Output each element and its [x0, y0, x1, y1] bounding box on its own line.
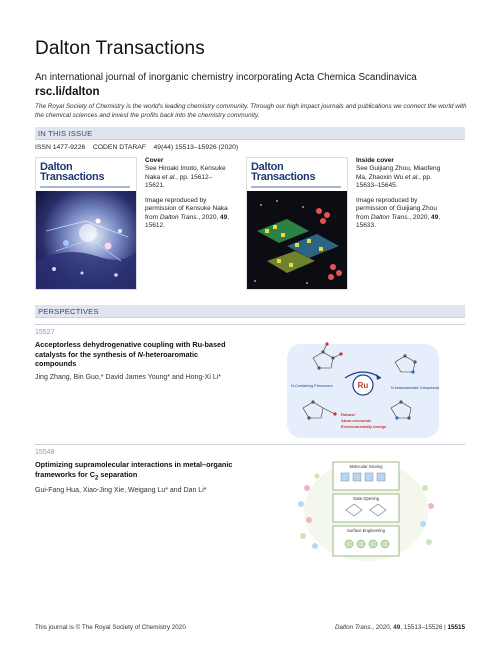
cover-image: [35, 157, 137, 290]
cover-artwork: [36, 191, 137, 290]
article-title[interactable]: Acceptorless dehydrogenative coupling with Ru-based catalysts for the synthesis of N-heteroaromatic compounds: [35, 340, 226, 369]
section-bar-perspectives: [35, 305, 465, 318]
cover-description: Cover See Hiroaki Imoto, Kensuke Naka et al., pp. 15612–15621. Image reproduced by permission of Kensuke Naka from Dalton Trans., 2020, 49, 15612.: [145, 157, 230, 230]
inside-cover-heading: Inside cover: [356, 157, 394, 164]
bullet-environmentally-benign: Environmentally benign: [341, 424, 387, 429]
article-title[interactable]: Optimizing supramolecular interactions in metal–organic frameworks for $C_2$ separation: [35, 460, 233, 482]
section-heading: IN THIS ISSUE: [38, 129, 93, 138]
product-label: N-heteroaromatic Compounds: [391, 386, 440, 390]
inside-cover-image: [246, 157, 348, 290]
article-authors: Jing Zhang, Bin Guo,* David James Young* and Hong-Xi Li*: [35, 373, 222, 381]
journal-title: Dalton Transactions: [35, 38, 205, 59]
label-gate-opening: Gate Opening: [352, 496, 380, 501]
journal-url[interactable]: rsc.li/dalton: [35, 86, 100, 98]
article-page-number: 15548: [35, 449, 55, 456]
coden: CODEN DTARAF: [92, 144, 146, 151]
label-surface-engineering: Surface Engineering: [347, 528, 385, 533]
section-bar-in-this-issue: [35, 127, 465, 140]
cover-mini-subtitle-bar: [40, 186, 130, 188]
inside-cover-description: Inside cover See Guijiang Zhou, Miaofeng Ma, Zhaoxin Wu et al., pp. 15633–15645. Image reproduced by permission of Guijiang Zhou from Dalton Trans., 2020, 49, 15633.: [356, 157, 441, 230]
article-entry: [35, 444, 465, 533]
inside-cover-mini-title: Dalton Transactions: [251, 161, 316, 184]
issn: ISSN 1477-9226: [35, 144, 86, 151]
bullet-robust: Robust: [341, 412, 355, 417]
inside-cover-artwork: [247, 191, 348, 290]
issn-line: [35, 144, 238, 151]
article-page-number: 15527: [35, 329, 55, 336]
article-authors: Gui-Fang Hua, Xiao-Jing Xie, Weigang Lu* and Dan Li*: [35, 487, 207, 495]
copyright-notice: This journal is © The Royal Society of Chemistry 2020: [35, 624, 186, 631]
page-number: 15515: [447, 624, 465, 631]
article-graphical-abstract: [283, 338, 443, 444]
bullet-atom-economic: Atom-economic: [341, 418, 372, 423]
section-heading: PERSPECTIVES: [38, 307, 99, 316]
journal-tagline: An international journal of inorganic chemistry incorporating Acta Chemica Scandinavica: [35, 72, 417, 83]
footer-citation: Dalton Trans., 2020, 49, 15513–15526 | 15515: [334, 624, 465, 631]
precursor-label: N-Containing Precursors: [291, 384, 333, 388]
article-entry: [35, 324, 465, 429]
article-graphical-abstract: [291, 458, 441, 564]
cover-heading: Cover: [145, 157, 164, 164]
article-divider: [35, 444, 465, 445]
label-molecular-sieving: Molecular Sieving: [349, 464, 383, 469]
cover-mini-title: Dalton Transactions: [40, 161, 105, 184]
catalyst-label: Ru: [357, 381, 369, 390]
article-divider: [35, 324, 465, 325]
volume-info: 49(44) 15513–15926 (2020): [153, 144, 239, 151]
masthead: [35, 38, 467, 121]
rsc-blurb: The Royal Society of Chemistry is the world's leading chemistry community. Through our high impact journals and publications we connect the world with the chemical sciences and invest the profits back into the chemistry community.: [35, 103, 467, 119]
inside-cover-mini-subtitle-bar: [251, 186, 341, 188]
